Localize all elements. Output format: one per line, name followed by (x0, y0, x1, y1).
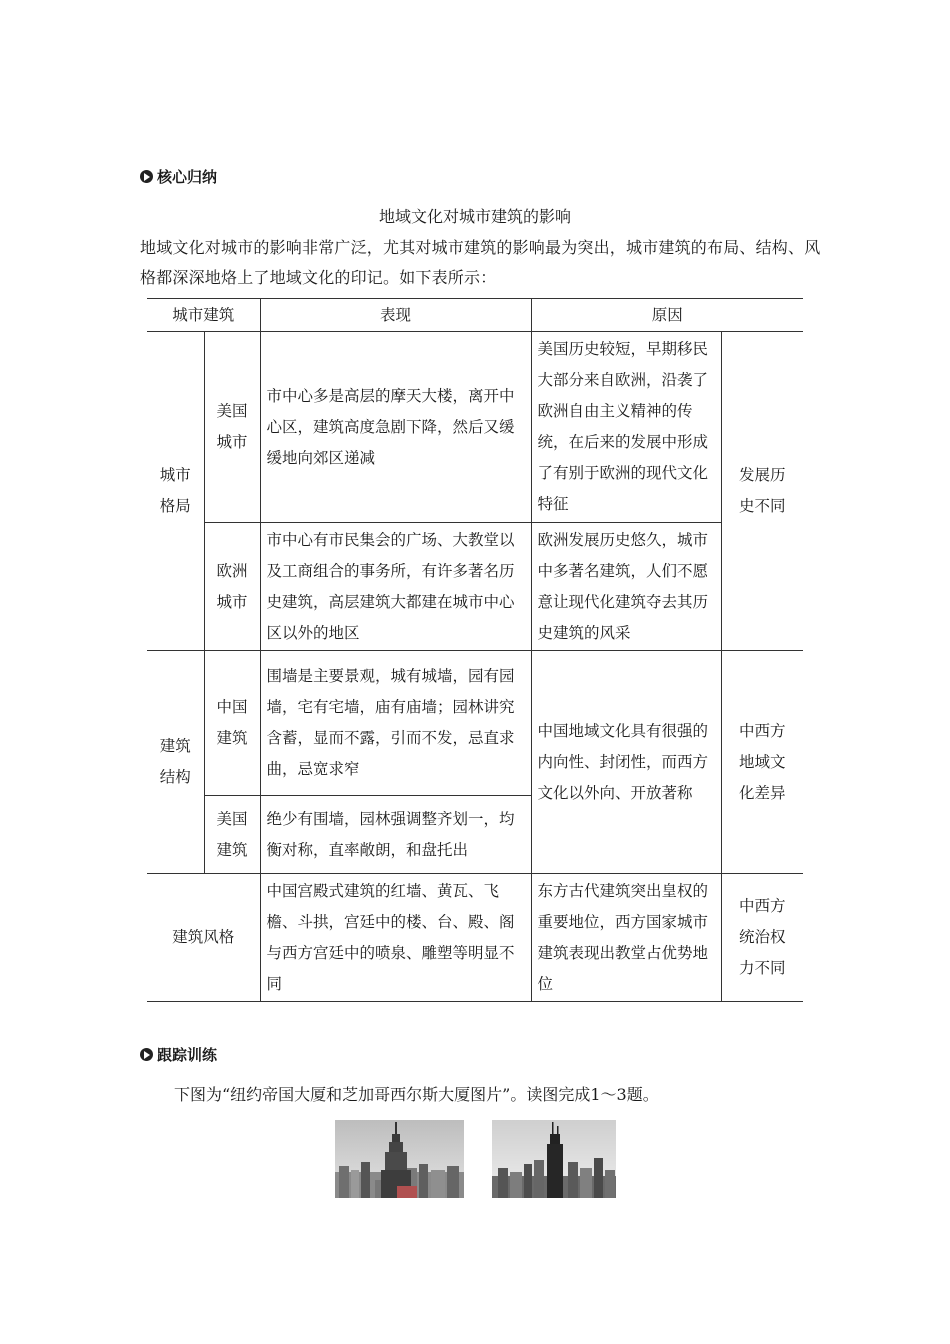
expression-cell: 市中心有市民集会的广场、大教堂以及工商组合的事务所，有许多著名历史建筑，高层建筑大都建在城市中心区以外的地区 (260, 523, 531, 651)
expression-cell: 中国宫殿式建筑的红墙、黄瓦、飞檐、斗拱，宫廷中的楼、台、殿、阁与西方宫廷中的喷泉、雕塑等明显不同 (260, 874, 531, 1002)
empire-state-building-image (335, 1120, 464, 1198)
reason-cell: 东方古代建筑突出皇权的重要地位，西方国家城市建筑表现出教堂占优势地位 (531, 874, 721, 1002)
table-row (147, 874, 803, 1002)
question-text: 下图为“纽约帝国大厦和芝加哥西尔斯大厦图片”。读图完成1～3题。 (174, 1085, 659, 1104)
reason-cell: 美国历史较短，早期移民大部分来自欧洲，沿袭了欧洲自由主义精神的传统，在后来的发展中形成了有别于欧洲的现代文化特征 (531, 332, 721, 523)
section-title: 核心归纳 (157, 168, 218, 186)
reason-cell: 欧洲发展历史悠久，城市中多著名建筑，人们不愿意让现代化建筑夺去其历史建筑的风采 (531, 523, 721, 651)
reason-cell: 中国地域文化具有很强的内向性、封闭性，而西方文化以外向、开放著称 (531, 651, 721, 874)
sub-category-cell: 美国 建筑 (204, 796, 260, 874)
category-cell: 城市 格局 (147, 332, 204, 651)
summary-cell: 中西方 地域文 化差异 (721, 651, 803, 874)
culture-architecture-table (147, 298, 803, 1002)
category-cell: 建筑风格 (147, 874, 260, 1002)
category-cell: 建筑 结构 (147, 651, 204, 874)
section-header-practice (140, 1044, 217, 1065)
sears-tower-image (492, 1120, 616, 1198)
expression-cell: 市中心多是高层的摩天大楼，离开中心区，建筑高度急剧下降，然后又缓缓地向郊区递减 (260, 332, 531, 523)
expression-cell: 绝少有围墙，园林强调整齐划一，均衡对称，直率敞朗，和盘托出 (260, 796, 531, 874)
play-circle-icon (140, 170, 153, 183)
section-title: 跟踪训练 (157, 1046, 218, 1064)
table-row (147, 651, 803, 796)
section-header-core (140, 166, 217, 187)
table-header-row (147, 299, 803, 332)
intro-paragraph: 地域文化对城市的影响非常广泛，尤其对城市建筑的影响最为突出，城市建筑的布局、结构、风格都深深地烙上了地域文化的印记。如下表所示： (140, 238, 821, 287)
expression-cell: 围墙是主要景观，城有城墙，园有园墙，宅有宅墙，庙有庙墙；园林讲究含蓄，显而不露，引而不发，忌直求曲，忌宽求窄 (260, 651, 531, 796)
header-reason: 原因 (531, 299, 803, 332)
sub-category-cell: 中国 建筑 (204, 651, 260, 796)
sub-category-cell: 欧洲 城市 (204, 523, 260, 651)
table-row (147, 332, 803, 523)
sub-category-cell: 美国 城市 (204, 332, 260, 523)
table-row (147, 523, 803, 651)
header-expression: 表现 (260, 299, 531, 332)
play-circle-icon (140, 1048, 153, 1061)
summary-cell: 发展历 史不同 (721, 332, 803, 651)
summary-cell: 中西方 统治权 力不同 (721, 874, 803, 1002)
header-building: 城市建筑 (147, 299, 260, 332)
document-title: 地域文化对城市建筑的影响 (378, 207, 571, 226)
